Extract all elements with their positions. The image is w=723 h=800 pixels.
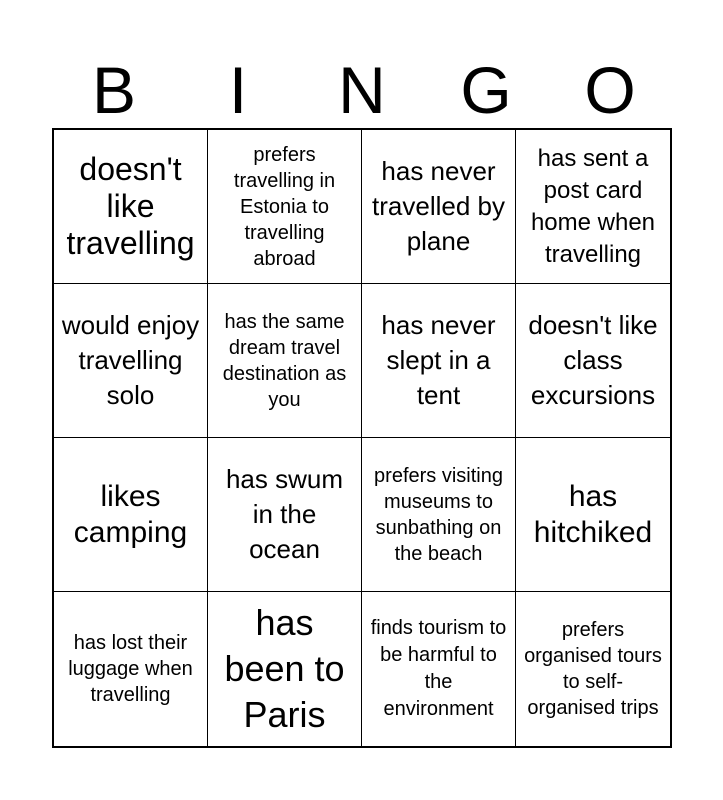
cell-label: doesn't like travelling: [66, 151, 195, 261]
cell-label: has the same dream travel destination as you: [222, 310, 347, 411]
cell-label: prefers organised tours to self-organised trips: [524, 619, 662, 719]
cell-label: finds tourism to be harmful to the environment: [370, 617, 507, 720]
bingo-header: [52, 52, 672, 128]
bingo-cell-r4c4[interactable]: [516, 592, 670, 746]
bingo-cell-r3c1[interactable]: [54, 438, 208, 592]
bingo-cell-r1c2[interactable]: [208, 130, 362, 284]
header-letter-g: G: [460, 53, 512, 127]
cell-label: prefers travelling in Estonia to travelling abroad: [233, 143, 336, 270]
bingo-cell-r1c4[interactable]: [516, 130, 670, 284]
cell-label: has been to Paris: [224, 602, 345, 735]
cell-label: prefers visiting museums to sunbathing on the beach: [374, 464, 503, 565]
bingo-cell-r4c2[interactable]: [208, 592, 362, 746]
cell-label: has never slept in a tent: [381, 310, 496, 410]
cell-label: likes camping: [73, 479, 188, 549]
bingo-cell-r3c3[interactable]: [362, 438, 516, 592]
bingo-cell-r3c2[interactable]: [208, 438, 362, 592]
cell-label: has swum in the ocean: [225, 464, 344, 564]
bingo-cell-r3c4[interactable]: [516, 438, 670, 592]
cell-label: would enjoy travelling solo: [61, 310, 200, 410]
bingo-cell-r4c3[interactable]: [362, 592, 516, 746]
bingo-cell-r2c1[interactable]: [54, 284, 208, 438]
bingo-cell-r4c1[interactable]: [54, 592, 208, 746]
cell-label: has hitchiked: [533, 479, 653, 549]
bingo-board: [52, 128, 672, 748]
cell-label: has never travelled by plane: [372, 156, 505, 256]
header-letter-i: I: [228, 53, 248, 127]
cell-label: doesn't like class excursions: [528, 310, 658, 410]
header-letter-n: N: [338, 53, 386, 127]
bingo-cell-r2c4[interactable]: [516, 284, 670, 438]
header-letter-b: B: [91, 53, 137, 127]
bingo-cell-r1c1[interactable]: [54, 130, 208, 284]
cell-label: has lost their luggage when travelling: [68, 632, 193, 706]
bingo-cell-r1c3[interactable]: [362, 130, 516, 284]
bingo-cell-r2c2[interactable]: [208, 284, 362, 438]
header-letter-o: O: [584, 53, 636, 127]
bingo-cell-r2c3[interactable]: [362, 284, 516, 438]
cell-label: has sent a post card home when travelling: [530, 144, 656, 268]
